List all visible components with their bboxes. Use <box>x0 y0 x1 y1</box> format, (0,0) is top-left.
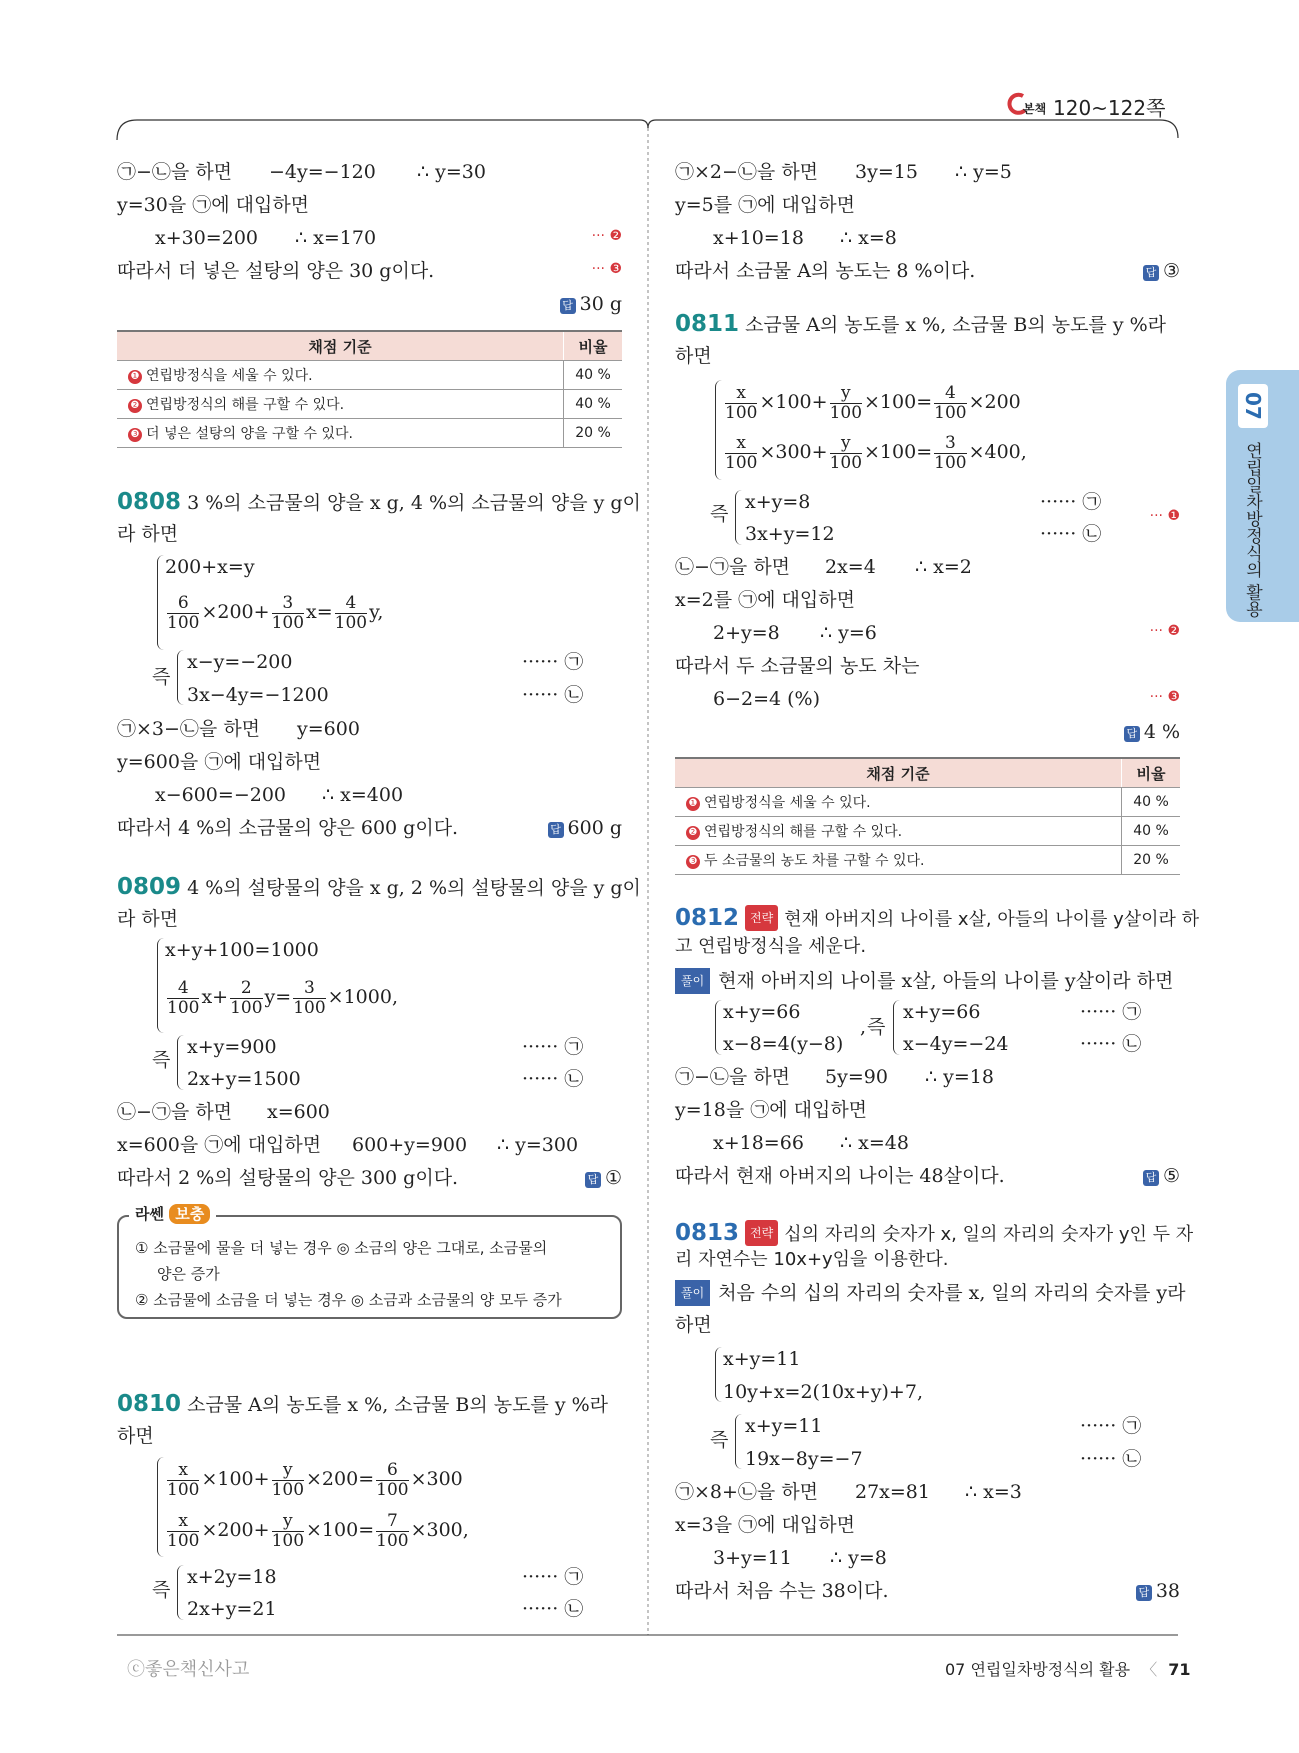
criteria: 연립방정식을 세울 수 있다. <box>704 795 871 811</box>
scoring-table <box>675 757 1180 875</box>
problem-text: 라 하면 <box>117 523 179 545</box>
table-row <box>117 419 622 448</box>
eq-label: ······ ㉡ <box>1040 523 1102 545</box>
eq: $\frac{4}{100}$ x+ $\frac{2}{100}$ y= $\frac{3}{100}$ ×1000, <box>167 977 398 1018</box>
criteria-num: ❶ <box>686 797 700 811</box>
answer <box>1136 1579 1180 1603</box>
eq: ∴ y=5 <box>955 161 1012 183</box>
solution-text: 하면 <box>675 1314 712 1336</box>
jeuk-label: 즉 <box>152 1579 171 1601</box>
brace <box>157 555 164 650</box>
eq-part: ×200= <box>306 1468 375 1490</box>
step-marker: ··· ❷ <box>591 228 622 244</box>
numerator: 4 <box>167 979 199 999</box>
answer <box>548 816 622 840</box>
denominator: 100 <box>725 452 758 473</box>
jeuk-label: 즉 <box>710 503 729 525</box>
eq: ∴ y=30 <box>417 161 486 183</box>
problem-text: 3 %의 소금물의 양을 x g, 4 %의 소금물의 양을 y g이 <box>187 492 641 514</box>
problem-text: 하면 <box>117 1425 154 1447</box>
eq: x+y=11 <box>723 1348 801 1370</box>
problem-text: 현재 아버지의 나이를 x살, 아들의 나이를 y살이라 하 <box>784 909 1200 930</box>
solution-text: 처음 수의 십의 자리의 숫자를 x, 일의 자리의 숫자를 y라 <box>718 1282 1186 1304</box>
line: 따라서 현재 아버지의 나이는 48살이다. <box>675 1165 1005 1187</box>
problem-number: 0813 <box>675 1220 740 1246</box>
eq: ∴ x=8 <box>840 227 897 249</box>
criteria-num: ❷ <box>128 399 142 413</box>
eq: 19x−8y=−7 <box>745 1448 863 1470</box>
numerator: y <box>272 1461 304 1481</box>
eq: x−8=4(y−8) <box>723 1033 844 1055</box>
step-marker: ··· ❸ <box>591 261 622 277</box>
answer-value: ① <box>604 1167 622 1189</box>
numerator: x <box>725 434 757 454</box>
problem-text: 4 %의 설탕물의 양을 x g, 2 %의 설탕물의 양을 y g이 <box>187 877 641 899</box>
page-number: 71 <box>1168 1660 1191 1679</box>
ratio: 40 % <box>1122 788 1181 817</box>
eq-label: ······ ㉡ <box>1080 1033 1142 1055</box>
table-header: 채점 기준 <box>117 331 564 361</box>
eq: 3x−4y=−1200 <box>187 684 329 706</box>
brace <box>177 1565 184 1620</box>
eq: x+y=66 <box>723 1001 801 1023</box>
problem-text: 십의 자리의 숫자가 x, 일의 자리의 숫자가 y인 두 자 <box>784 1224 1194 1245</box>
chapter-side-tab <box>1226 370 1299 622</box>
eq: 6−2=4 (%) <box>713 688 821 710</box>
eq: , <box>860 1016 867 1038</box>
problem-0809 <box>117 875 641 900</box>
problem-text: 리 자연수는 10x+y임을 이용한다. <box>675 1249 949 1270</box>
eq: $\frac{6}{100}$ ×200+ $\frac{3}{100}$ x= $\frac{4}{100}$ y, <box>167 592 384 633</box>
ratio: 40 % <box>1122 817 1181 846</box>
eq: ∴ y=300 <box>497 1134 579 1156</box>
line: ㉡−㉠을 하면 <box>675 556 791 578</box>
eq: x+2y=18 <box>187 1566 277 1588</box>
line: y=5를 ㉠에 대입하면 <box>675 194 855 216</box>
solution-text: 현재 아버지의 나이를 x살, 아들의 나이를 y살이라 하면 <box>718 970 1174 992</box>
criteria-num: ❸ <box>686 855 700 869</box>
eq: 3+y=11 <box>713 1547 792 1569</box>
eq: ∴ x=2 <box>915 556 972 578</box>
note-body <box>135 1235 562 1313</box>
step-marker: ··· ❸ <box>1149 689 1180 705</box>
eq-label: ······ ㉠ <box>522 1566 584 1588</box>
denominator: 100 <box>934 452 967 473</box>
eq-part: ×100= <box>864 441 933 463</box>
numerator: 3 <box>934 434 966 454</box>
eq: x+10=18 <box>713 227 804 249</box>
problem-0810 <box>117 1392 608 1417</box>
numerator: 2 <box>230 979 262 999</box>
line: ㉡−㉠을 하면 <box>117 1101 233 1123</box>
denominator: 100 <box>725 402 758 423</box>
eq-part: y <box>369 601 378 623</box>
numerator: 6 <box>376 1461 408 1481</box>
eq: 200+x=y <box>165 556 255 578</box>
eq-part: y= <box>264 986 292 1008</box>
solution-line <box>675 1280 1185 1306</box>
criteria-num: ❶ <box>128 370 142 384</box>
eq: $\frac{x}{100}$ ×300+ $\frac{y}{100}$ ×100= $\frac{3}{100}$ ×400, <box>725 432 1027 473</box>
eq-part: ×300 <box>410 1468 463 1490</box>
problem-number: 0812 <box>675 905 740 931</box>
ratio: 40 % <box>564 361 623 390</box>
answer-icon: 답 <box>1143 265 1159 281</box>
answer <box>560 292 622 316</box>
criteria-num: ❸ <box>128 428 142 442</box>
denominator: 100 <box>167 997 200 1018</box>
eq-label: ······ ㉠ <box>522 1036 584 1058</box>
eq: x−600=−200 <box>155 784 287 806</box>
brace <box>177 650 184 705</box>
eq-part: ×300+ <box>759 441 828 463</box>
eq: y=600 <box>297 718 360 740</box>
answer-icon: 답 <box>1136 1585 1152 1601</box>
answer-value: ③ <box>1162 260 1180 282</box>
numerator: 4 <box>335 594 367 614</box>
numerator: y <box>272 1512 304 1532</box>
jeuk-label: 즉 <box>867 1016 886 1038</box>
line: 따라서 처음 수는 38이다. <box>675 1580 889 1602</box>
step-marker: ··· ❷ <box>1149 623 1180 639</box>
line: 따라서 4 %의 소금물의 양은 600 g이다. <box>117 817 459 839</box>
left-column <box>117 130 641 1620</box>
ref-label: 본책 <box>1023 102 1047 116</box>
brace <box>715 1000 722 1055</box>
eq-label: ······ ㉡ <box>1080 1448 1142 1470</box>
eq-part: x= <box>306 601 333 623</box>
problem-number: 0810 <box>117 1391 182 1417</box>
table-row <box>117 361 622 390</box>
eq <box>723 380 1021 424</box>
line: y=18을 ㉠에 대입하면 <box>675 1099 868 1121</box>
table-row <box>675 788 1180 817</box>
answer-icon: 답 <box>585 1172 601 1188</box>
eq: 5y=90 <box>825 1066 888 1088</box>
eq-label: ······ ㉠ <box>1080 1001 1142 1023</box>
solution-line <box>675 968 1173 994</box>
line: y=600을 ㉠에 대입하면 <box>117 751 322 773</box>
eq-label: ······ ㉠ <box>522 651 584 673</box>
chapter-title: 연립일차방정식의 활용 <box>1242 442 1262 618</box>
table-header: 채점 기준 <box>675 758 1122 788</box>
numerator: 6 <box>167 594 199 614</box>
eq: 10y+x=2(10x+y)+7, <box>723 1381 923 1403</box>
brace <box>735 1414 742 1469</box>
problem-text: 소금물 A의 농도를 x %, 소금물 B의 농도를 y %라 <box>187 1394 609 1416</box>
eq-label: ······ ㉠ <box>1040 491 1102 513</box>
denominator: 100 <box>376 1479 409 1500</box>
eq: 3x+y=12 <box>745 523 835 545</box>
eq: x+18=66 <box>713 1132 804 1154</box>
denominator: 100 <box>167 1530 200 1551</box>
denominator: 100 <box>167 1479 200 1500</box>
eq: ∴ x=400 <box>322 784 404 806</box>
supplement-note <box>117 1205 622 1319</box>
eq: 2x=4 <box>825 556 876 578</box>
line: 따라서 소금물 A의 농도는 8 %이다. <box>675 260 976 282</box>
eq-part: ×300 <box>410 1519 463 1541</box>
line: 따라서 2 %의 설탕물의 양은 300 g이다. <box>117 1167 459 1189</box>
eq: x+y=11 <box>745 1415 823 1437</box>
criteria: 더 넣은 설탕의 양을 구할 수 있다. <box>146 426 353 442</box>
line: ㉠−㉡을 하면 <box>675 1066 791 1088</box>
eq: x=600 <box>267 1101 330 1123</box>
numerator: 4 <box>934 384 966 404</box>
scoring-table <box>117 330 622 448</box>
line: ㉠−㉡을 하면 <box>117 161 233 183</box>
line: ㉠×8+㉡을 하면 <box>675 1481 819 1503</box>
line: x=600을 ㉠에 대입하면 <box>117 1134 322 1156</box>
problem-0808 <box>117 490 641 515</box>
problem-text: 소금물 A의 농도를 x %, 소금물 B의 농도를 y %라 <box>745 314 1167 336</box>
right-column <box>675 130 1200 1610</box>
eq-part: ×400 <box>968 441 1021 463</box>
chapter-number: 07 <box>1238 384 1268 428</box>
denominator: 100 <box>271 612 305 633</box>
numerator: x <box>167 1461 199 1481</box>
solution-badge: 풀이 <box>675 968 710 994</box>
eq-part: ×100+ <box>201 1468 270 1490</box>
eq: x+y=66 <box>903 1001 981 1023</box>
denominator: 100 <box>934 402 967 423</box>
problem-number: 0808 <box>117 489 182 515</box>
chevron-left-icon: 〈 <box>1141 1660 1158 1679</box>
eq: x−y=−200 <box>187 651 293 673</box>
eq: $\frac{x}{100}$ ×200+ $\frac{y}{100}$ ×100= $\frac{7}{100}$ ×300, <box>167 1510 469 1551</box>
criteria: 연립방정식의 해를 구할 수 있다. <box>146 397 345 413</box>
ratio: 20 % <box>564 419 623 448</box>
note-badge: 보충 <box>169 1204 210 1224</box>
criteria-num: ❷ <box>686 826 700 840</box>
solution-badge: 풀이 <box>675 1280 710 1306</box>
eq: ∴ x=170 <box>295 227 377 249</box>
brace <box>735 490 742 545</box>
line: y=30을 ㉠에 대입하면 <box>117 194 310 216</box>
brace <box>177 1035 184 1090</box>
ref-pages: 120~122쪽 <box>1053 96 1166 120</box>
denominator: 100 <box>293 997 326 1018</box>
eq: x+y=8 <box>745 491 811 513</box>
numerator: 3 <box>272 594 304 614</box>
brace <box>893 1000 900 1055</box>
table-header: 비율 <box>1122 758 1181 788</box>
eq: 27x=81 <box>855 1481 930 1503</box>
table-header: 비율 <box>564 331 623 361</box>
problem-text: 고 연립방정식을 세운다. <box>675 936 867 957</box>
answer <box>585 1166 622 1190</box>
table-row <box>675 817 1180 846</box>
eq: 3y=15 <box>855 161 918 183</box>
eq-part: ×200+ <box>201 601 270 623</box>
eq-part: ×100= <box>864 391 933 413</box>
ratio: 20 % <box>1122 846 1181 875</box>
eq: x+y=900 <box>187 1036 277 1058</box>
line: ㉠×2−㉡을 하면 <box>675 161 819 183</box>
denominator: 100 <box>376 1530 409 1551</box>
note-title: 라쎈 <box>135 1205 164 1223</box>
answer <box>1124 720 1180 744</box>
answer-value: 4 % <box>1143 721 1180 743</box>
note-line: ① 소금물에 물을 더 넣는 경우 ◎ 소금의 양은 그대로, 소금물의 <box>135 1239 548 1257</box>
eq: 2x+y=21 <box>187 1598 277 1620</box>
note-header <box>129 1203 216 1224</box>
criteria: 두 소금물의 농도 차를 구할 수 있다. <box>704 853 925 869</box>
denominator: 100 <box>334 612 368 633</box>
answer-value: 600 g <box>567 817 622 839</box>
eq-part: ×100= <box>306 1519 375 1541</box>
problem-number: 0811 <box>675 311 740 337</box>
problem-0813 <box>675 1220 1193 1247</box>
eq: 600+y=900 <box>352 1134 468 1156</box>
eq: ∴ y=8 <box>830 1547 887 1569</box>
eq <box>165 1457 463 1501</box>
answer-value: ⑤ <box>1162 1165 1180 1187</box>
answer-value: 38 <box>1155 1580 1180 1602</box>
footer-chapter-title: 07 연립일차방정식의 활용 <box>945 1660 1131 1679</box>
numerator: x <box>167 1512 199 1532</box>
line: 따라서 더 넣은 설탕의 양은 30 g이다. <box>117 260 435 282</box>
eq-part: ×200+ <box>201 1519 270 1541</box>
numerator: 3 <box>293 979 325 999</box>
line: 따라서 두 소금물의 농도 차는 <box>675 655 920 677</box>
footer-publisher: ⓒ좋은책신사고 <box>127 1659 250 1680</box>
line: x=3을 ㉠에 대입하면 <box>675 1514 855 1536</box>
eq: ∴ y=18 <box>925 1066 994 1088</box>
denominator: 100 <box>167 612 200 633</box>
brace <box>715 1347 722 1402</box>
jeuk-label: 즉 <box>710 1429 729 1451</box>
eq: ∴ x=3 <box>965 1481 1022 1503</box>
denominator: 100 <box>230 997 263 1018</box>
eq-part: ×100+ <box>759 391 828 413</box>
eq: ∴ y=6 <box>820 622 877 644</box>
strategy-badge: 전략 <box>745 905 778 931</box>
problem-0811 <box>675 312 1166 337</box>
problem-text: 하면 <box>675 345 712 367</box>
note-line: ② 소금물에 소금을 더 넣는 경우 ◎ 소금과 소금물의 양 모두 증가 <box>135 1291 562 1309</box>
problem-0812 <box>675 905 1199 932</box>
denominator: 100 <box>271 1530 305 1551</box>
numerator: y <box>830 384 862 404</box>
step-marker: ··· ❶ <box>1149 508 1180 524</box>
line: x=2를 ㉠에 대입하면 <box>675 589 855 611</box>
ratio: 40 % <box>564 390 623 419</box>
brace <box>157 938 164 1033</box>
answer-icon: 답 <box>548 822 564 838</box>
numerator: x <box>725 384 757 404</box>
answer <box>1143 259 1180 283</box>
numerator: 7 <box>376 1512 408 1532</box>
denominator: 100 <box>271 1479 305 1500</box>
answer <box>1143 1164 1180 1188</box>
eq-part: 10y+x=2(10x+y)+7 <box>723 1381 917 1403</box>
answer-icon: 답 <box>1124 726 1140 742</box>
eq: x+y+100=1000 <box>165 939 319 961</box>
eq-label: ······ ㉠ <box>1080 1415 1142 1437</box>
table-row <box>117 390 622 419</box>
eq: x+30=200 <box>155 227 258 249</box>
eq: x−4y=−24 <box>903 1033 1009 1055</box>
brace <box>715 380 722 480</box>
answer-icon: 답 <box>1143 1170 1159 1186</box>
eq: ∴ x=48 <box>840 1132 909 1154</box>
jeuk-label: 즉 <box>152 666 171 688</box>
eq: −4y=−120 <box>269 161 376 183</box>
answer-icon: 답 <box>560 298 576 314</box>
eq-label: ······ ㉡ <box>522 1068 584 1090</box>
denominator: 100 <box>829 452 863 473</box>
denominator: 100 <box>829 402 863 423</box>
line: ㉠×3−㉡을 하면 <box>117 718 261 740</box>
jeuk-label: 즉 <box>152 1049 171 1071</box>
problem-number: 0809 <box>117 874 182 900</box>
note-line: 양은 증가 <box>157 1265 220 1283</box>
strategy-badge: 전략 <box>745 1220 778 1246</box>
brace <box>157 1457 164 1557</box>
eq-part: ×1000 <box>327 986 392 1008</box>
criteria: 연립방정식의 해를 구할 수 있다. <box>704 824 903 840</box>
criteria: 연립방정식을 세울 수 있다. <box>146 368 313 384</box>
numerator: y <box>830 434 862 454</box>
eq-part: x+ <box>201 986 229 1008</box>
eq: 2+y=8 <box>713 622 780 644</box>
problem-text: 라 하면 <box>117 908 179 930</box>
answer-value: 30 g <box>579 293 622 315</box>
footer-chapter <box>945 1657 1191 1680</box>
eq-label: ······ ㉡ <box>522 684 584 706</box>
eq-label: ······ ㉡ <box>522 1598 584 1620</box>
table-row <box>675 846 1180 875</box>
eq-part: ×200 <box>968 391 1021 413</box>
eq: 2x+y=1500 <box>187 1068 301 1090</box>
